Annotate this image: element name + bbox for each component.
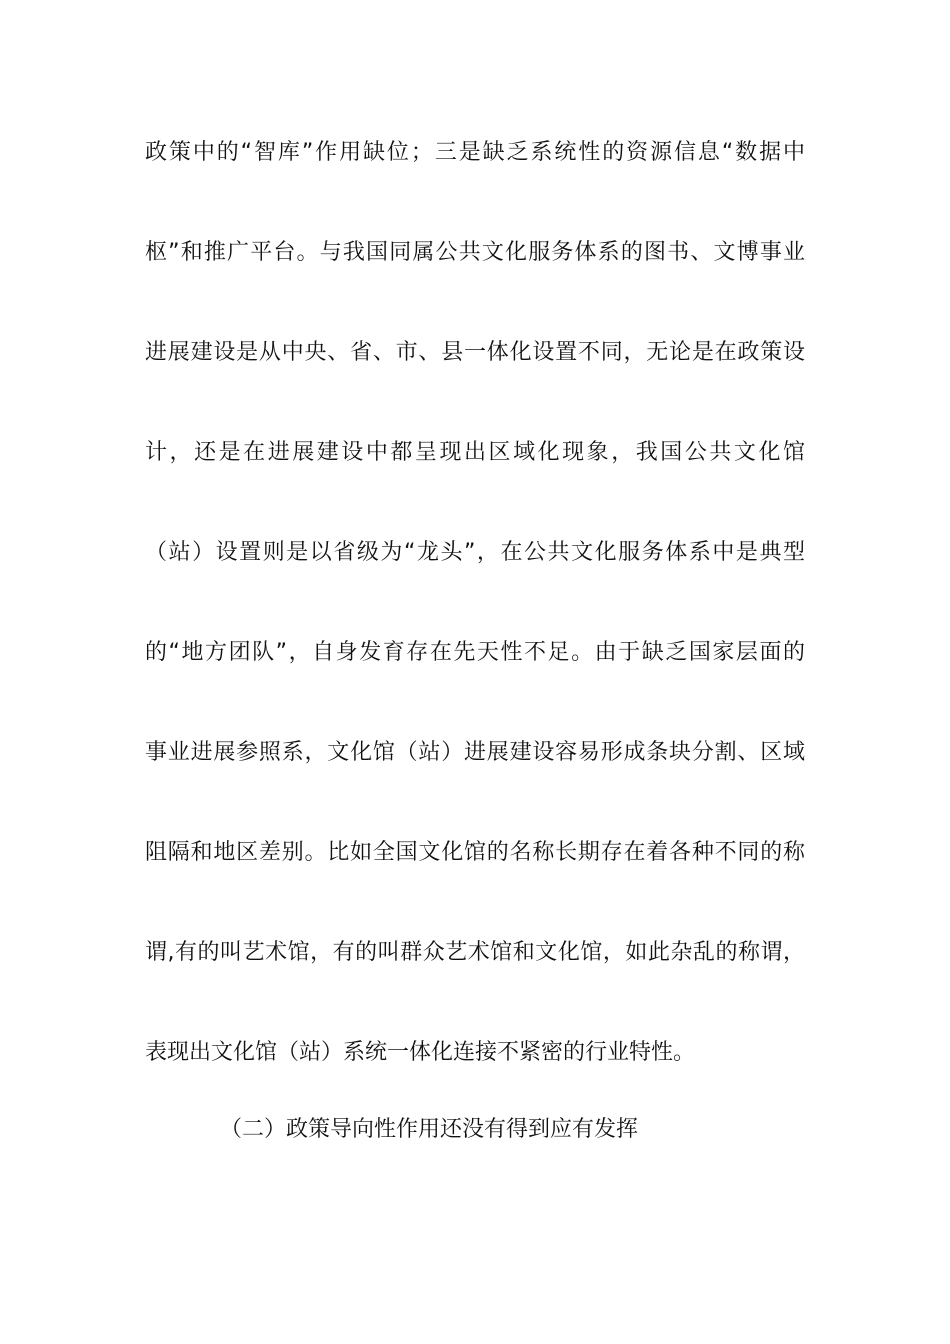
- paragraph-line: 谓,有的叫艺术馆，有的叫群众艺术馆和文化馆，如此杂乱的称谓，: [145, 940, 805, 965]
- paragraph-line: 事业进展参照系，文化馆（站）进展建设容易形成条块分割、区域: [145, 740, 805, 765]
- paragraph-line: 枢”和推广平台。与我国同属公共文化服务体系的图书、文博事业: [145, 240, 805, 265]
- paragraph-line: 进展建设是从中央、省、市、县一体化设置不同，无论是在政策设: [145, 340, 805, 365]
- paragraph-line: 政策中的“智库”作用缺位；三是缺乏系统性的资源信息“数据中: [145, 140, 805, 165]
- paragraph-line: （站）设置则是以省级为“龙头”，在公共文化服务体系中是典型: [145, 540, 805, 565]
- paragraph-line: 的“地方团队”，自身发育存在先天性不足。由于缺乏国家层面的: [145, 640, 805, 665]
- paragraph-line: 计，还是在进展建设中都呈现出区域化现象，我国公共文化馆: [145, 440, 805, 465]
- section-heading: （二）政策导向性作用还没有得到应有发挥: [220, 1117, 639, 1142]
- paragraph-line: 阻隔和地区差别。比如全国文化馆的名称长期存在着各种不同的称: [145, 840, 805, 865]
- paragraph-line: 表现出文化馆（站）系统一体化连接不紧密的行业特性。: [145, 1040, 696, 1065]
